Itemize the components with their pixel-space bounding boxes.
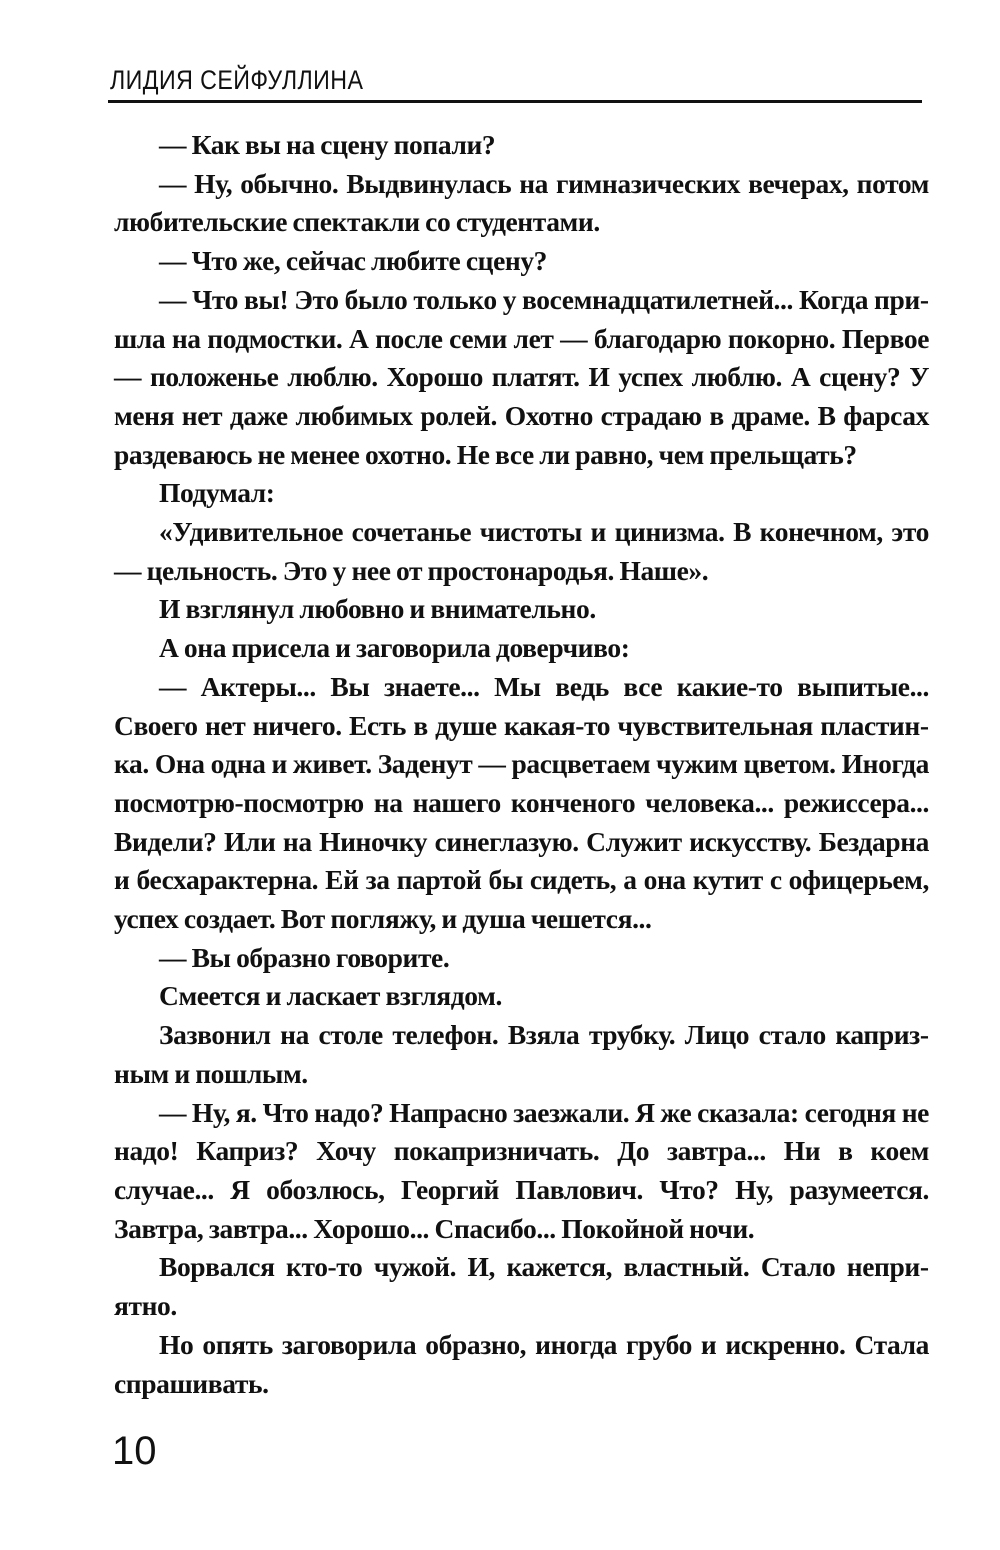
paragraph: — Как вы на сцену попали? [159, 129, 496, 160]
paragraph: Подумал: [159, 477, 275, 509]
paragraph: Но опять заговорила образно, иногда грубо и искренно. Стала спрашивать. [114, 1328, 929, 1399]
text-body [114, 126, 929, 1403]
paragraph: — Что же, сейчас любите сцену? [159, 245, 548, 277]
paragraph: — Ну, обычно. Выдвинулась на гимназических вечерах, потом любительские спектакли со студентами. [114, 167, 929, 238]
paragraph: — Актеры... Вы знаете... Мы ведь все какие-то выпитые... Своего нет ничего. Есть в душе какая-то чувствительная пластинка. Она одна и живет. Заденут — расцветаем чужим цветом. Иногда посмотрю-посмотрю на нашего конченого человека... режиссера... Видели? Или на Ниночку синеглазую. Служит искусству. Бездарна и бесхарактерна. Ей за партой бы сидеть, а она кутит с офицерьем, успех создает. Вот погляжу, и душа чешется... [114, 670, 929, 935]
paragraph: Смеется и ласкает взглядом. [159, 980, 502, 1012]
paragraph: Зазвонил на столе телефон. Взяла трубку. Лицо стало капризным и пошлым. [114, 1019, 929, 1089]
paragraph: — Ну, я. Что надо? Напрасно заезжали. Я же сказала: сегодня не надо! Каприз? Хочу покапризничать. До завтра... Ни в коем случае... Я обозлюсь, Георгий Павлович. Что? Ну, разумеется. Завтра, завтра... Хорошо... Спасибо... Покойной ночи. [114, 1096, 929, 1244]
paragraph: — Что вы! Это было только у восемнадцатилетней... Когда пришла на подмостки. А после семи лет — благодарю покорно. Первое — положенье люблю. Хорошо платят. И успех люблю. А сцену? У меня нет даже любимых ролей. Охотно страдаю в драме. В фарсах раздеваюсь не менее охотно. Не все ли равно, чем прельщать? [114, 283, 929, 470]
page-number: 10 [112, 1429, 157, 1473]
paragraph: «Удивительное сочетанье чистоты и цинизма. В конечном, это — цельность. Это у нее от простонародья. Наше». [114, 516, 929, 586]
paragraph: — Вы образно говорите. [159, 941, 450, 973]
paragraph: Ворвался кто-то чужой. И, кажется, властный. Стало неприятно. [114, 1251, 929, 1322]
paragraph: И взглянул любовно и внимательно. [159, 593, 596, 625]
paragraph: А она присела и заговорила доверчиво: [159, 632, 630, 664]
running-head [108, 56, 922, 103]
author-name: ЛИДИЯ СЕЙФУЛЛИНА [110, 65, 364, 95]
